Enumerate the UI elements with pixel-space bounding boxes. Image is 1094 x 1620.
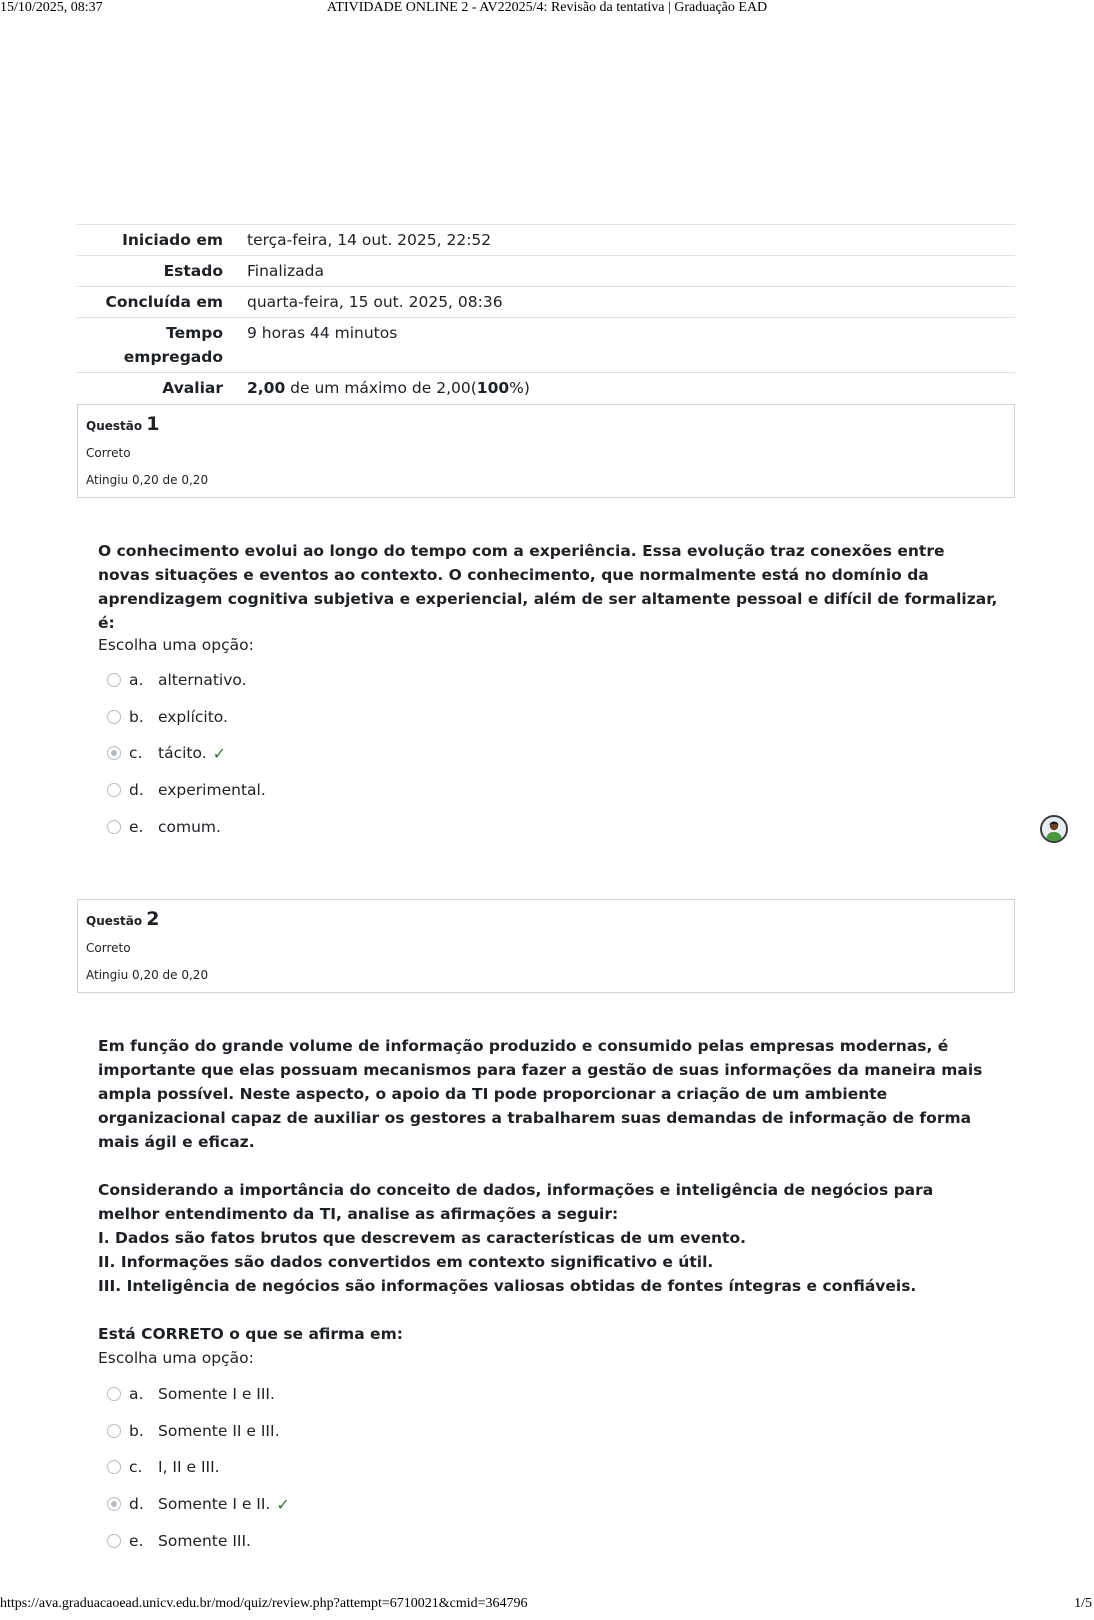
question-1-prompt: Escolha uma opção:: [98, 636, 254, 654]
summary-row-time: [77, 318, 1015, 373]
radio-button-checked[interactable]: [107, 1497, 121, 1511]
radio-button[interactable]: [107, 1534, 121, 1548]
question-number: Questão 1: [86, 413, 160, 435]
question-2-info: [77, 899, 1015, 993]
completed-label: Concluída em: [105, 293, 223, 311]
attempt-summary-table: [77, 224, 1015, 403]
question-2-text: Em função do grande volume de informação produzido e consumido pelas empresas modernas, é importante que elas possuam mecanismos para fazer a gestão de suas informações da maneira mais ampla possível. Neste aspecto, o apoio da TI pode proporcionar a criação de um ambiente organizacional capaz de auxiliar os gestores a trabalharem suas demandas de informação de forma mais ágil e eficaz. Considerando a importância do conceito de dados, informações e inteligência de negócios para melhor entendimento da TI, analise as afirmações a seguir: I. Dados são fatos brutos que descrevem as características de um evento. II. Informações são dados convertidos em contexto significativo e útil. III. Inteligência de negócios são informações valiosas obtidas de fontes íntegras e confiáveis. Está CORRETO o que se afirma em:: [98, 1037, 983, 1343]
radio-button[interactable]: [107, 783, 121, 797]
summary-row-completed: [77, 287, 1015, 318]
grade-value: 2,00 de um máximo de 2,00(100%): [247, 379, 530, 397]
answer-option[interactable]: a. alternativo.: [107, 662, 266, 699]
answer-option[interactable]: e. Somente III.: [107, 1522, 290, 1559]
question-1-answers: [107, 662, 266, 845]
question-2-answers: [107, 1376, 290, 1559]
print-datetime: 15/10/2025, 08:37: [0, 0, 103, 15]
summary-row-state: [77, 256, 1015, 287]
answer-option[interactable]: b. Somente II e III.: [107, 1413, 290, 1450]
user-avatar-icon[interactable]: [1040, 815, 1068, 843]
question-state: Correto: [86, 446, 131, 460]
summary-row-started: [77, 225, 1015, 256]
question-grade: Atingiu 0,20 de 0,20: [86, 473, 209, 487]
answer-option[interactable]: e. comum.: [107, 808, 266, 845]
radio-button[interactable]: [107, 1424, 121, 1438]
answer-option[interactable]: c. I, II e III.: [107, 1449, 290, 1486]
question-1-info: [77, 404, 1015, 498]
radio-button-checked[interactable]: [107, 746, 121, 760]
state-label: Estado: [163, 262, 223, 280]
print-page-number: 1/5: [1074, 1596, 1092, 1611]
check-icon: ✓: [212, 743, 227, 763]
radio-button[interactable]: [107, 710, 121, 724]
radio-button[interactable]: [107, 673, 121, 687]
completed-value: quarta-feira, 15 out. 2025, 08:36: [247, 293, 503, 311]
question-2-prompt: Escolha uma opção:: [98, 1349, 254, 1367]
answer-option-selected[interactable]: c. tácito. ✓: [107, 735, 266, 772]
state-value: Finalizada: [247, 262, 325, 280]
print-title: ATIVIDADE ONLINE 2 - AV22025/4: Revisão da tentativa | Graduação EAD: [326, 0, 768, 15]
started-label: Iniciado em: [122, 231, 223, 249]
question-1-text: O conhecimento evolui ao longo do tempo com a experiência. Essa evolução traz conexões entre novas situações e eventos ao contexto. O conhecimento, que normalmente está no domínio da aprendizagem cognitiva subjetiva e experiencial, além de ser altamente pessoal e difícil de formalizar, é:: [98, 542, 998, 632]
answer-option[interactable]: b. explícito.: [107, 699, 266, 736]
question-state: Correto: [86, 941, 131, 955]
answer-option[interactable]: a. Somente I e III.: [107, 1376, 290, 1413]
print-footer: [0, 1596, 1094, 1616]
grade-label: Avaliar: [162, 379, 223, 397]
question-grade: Atingiu 0,20 de 0,20: [86, 968, 209, 982]
radio-button[interactable]: [107, 1387, 121, 1401]
summary-row-grade: [77, 373, 1015, 404]
check-icon: ✓: [276, 1494, 290, 1514]
time-label: Tempo empregado: [123, 324, 223, 366]
answer-option[interactable]: d. experimental.: [107, 772, 266, 809]
print-url: https://ava.graduacaoead.unicv.edu.br/mod/quiz/review.php?attempt=6710021&cmid=364796: [0, 1596, 528, 1611]
radio-button[interactable]: [107, 820, 121, 834]
print-header: [0, 0, 1094, 16]
question-number: Questão 2: [86, 908, 160, 930]
radio-button[interactable]: [107, 1460, 121, 1474]
answer-option-selected[interactable]: d. Somente I e II. ✓: [107, 1486, 290, 1523]
started-value: terça-feira, 14 out. 2025, 22:52: [247, 231, 492, 249]
time-value: 9 horas 44 minutos: [247, 324, 398, 342]
